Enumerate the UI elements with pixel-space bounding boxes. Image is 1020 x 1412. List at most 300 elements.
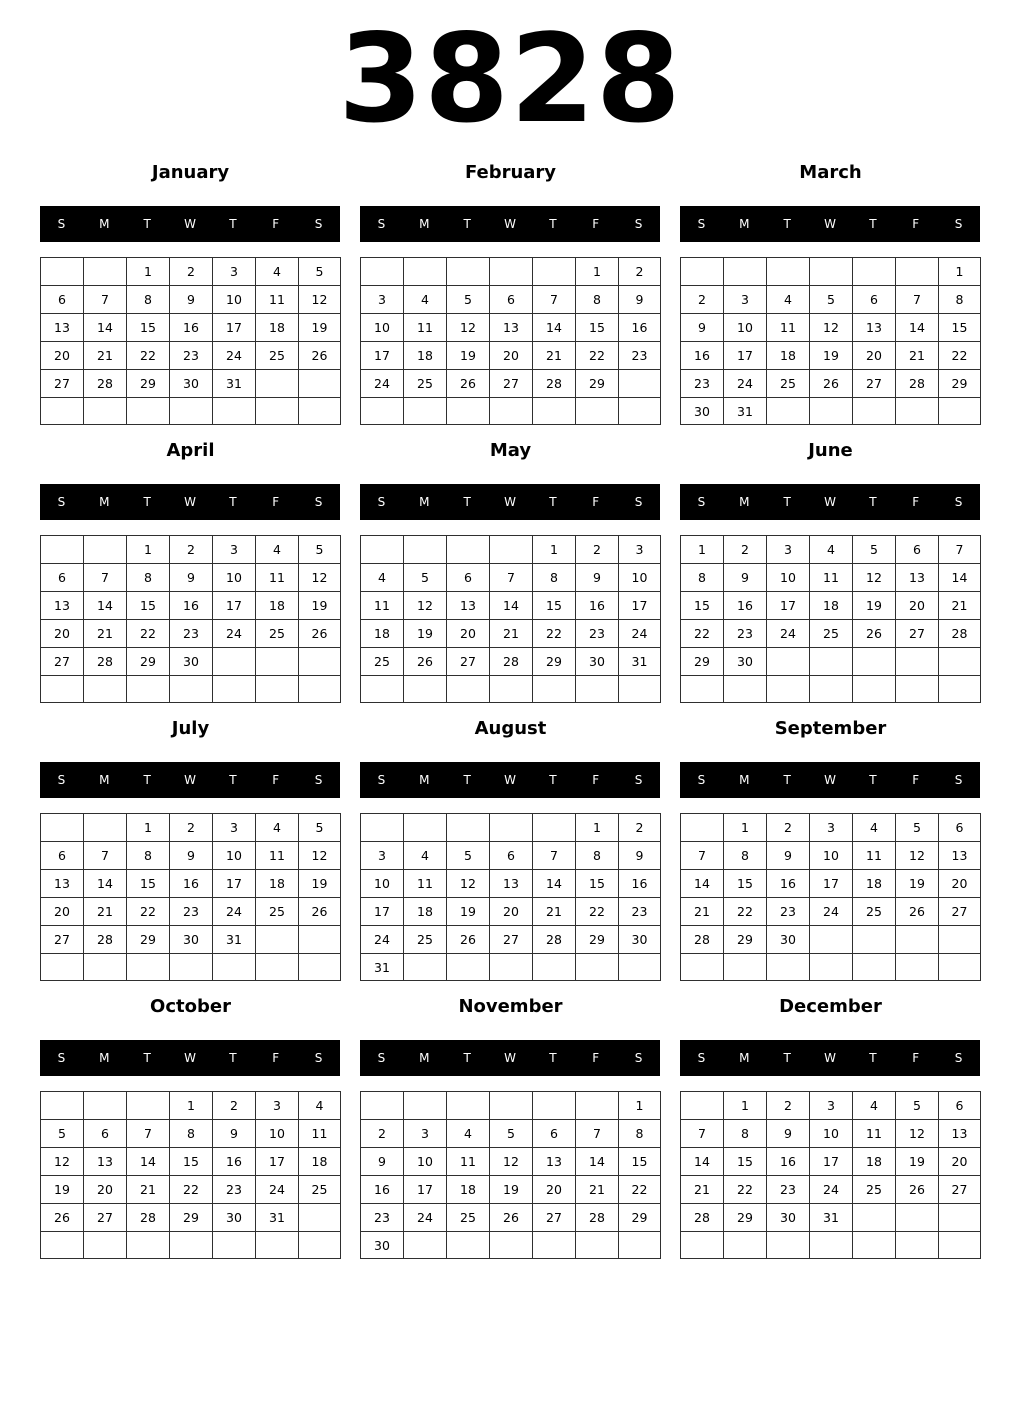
day-cell: 22: [126, 897, 170, 926]
empty-cell: [532, 813, 576, 842]
day-cell: 23: [618, 897, 661, 926]
day-cell: 18: [809, 591, 853, 620]
empty-cell: [255, 1231, 299, 1259]
day-cell: 13: [83, 1147, 127, 1176]
empty-cell: [852, 1203, 896, 1232]
day-cell: 21: [680, 1175, 724, 1204]
day-cell: 31: [255, 1203, 299, 1232]
day-cell: 29: [126, 925, 170, 954]
weekday-label: S: [377, 495, 386, 509]
day-cell: 7: [938, 535, 981, 564]
weekday-label: F: [592, 773, 600, 787]
day-cell: 15: [723, 1147, 767, 1176]
day-cell: 11: [852, 841, 896, 870]
empty-cell: [532, 257, 576, 286]
day-cell: 23: [212, 1175, 256, 1204]
weekday-label: T: [549, 773, 557, 787]
weekday-header: [40, 762, 340, 798]
empty-cell: [852, 257, 896, 286]
empty-cell: [575, 1091, 619, 1120]
day-cell: 16: [575, 591, 619, 620]
day-cell: 15: [532, 591, 576, 620]
weekday-label: S: [634, 773, 643, 787]
empty-cell: [403, 675, 447, 703]
day-cell: 13: [489, 313, 533, 342]
day-cell: 18: [360, 619, 404, 648]
day-cell: 11: [403, 313, 447, 342]
day-cell: 18: [298, 1147, 341, 1176]
weekday-label: T: [143, 773, 151, 787]
day-cell: 31: [212, 925, 256, 954]
day-cell: 20: [40, 619, 84, 648]
day-cell: 16: [766, 869, 810, 898]
day-cell: 20: [83, 1175, 127, 1204]
weekday-label: S: [377, 1051, 386, 1065]
day-cell: 11: [446, 1147, 490, 1176]
day-cell: 16: [169, 869, 213, 898]
weekday-header: [40, 1040, 340, 1076]
empty-cell: [938, 925, 981, 954]
weekday-label: W: [184, 1051, 196, 1065]
empty-cell: [895, 397, 939, 425]
day-cell: 14: [680, 1147, 724, 1176]
day-cell: 9: [169, 285, 213, 314]
empty-cell: [255, 675, 299, 703]
weekday-label: S: [954, 495, 963, 509]
weekday-header: [360, 762, 660, 798]
day-cell: 7: [489, 563, 533, 592]
weekday-label: T: [463, 773, 471, 787]
empty-cell: [618, 675, 661, 703]
weekday-label: S: [57, 773, 66, 787]
day-cell: 14: [83, 591, 127, 620]
day-cell: 21: [83, 619, 127, 648]
day-cell: 12: [852, 563, 896, 592]
day-cell: 16: [680, 341, 724, 370]
day-cell: 3: [255, 1091, 299, 1120]
empty-cell: [446, 397, 490, 425]
day-cell: 18: [255, 869, 299, 898]
day-cell: 9: [766, 841, 810, 870]
day-cell: 9: [575, 563, 619, 592]
day-grid: [360, 813, 661, 982]
day-cell: 21: [895, 341, 939, 370]
day-cell: 10: [618, 563, 661, 592]
weekday-label: T: [143, 495, 151, 509]
empty-cell: [852, 953, 896, 981]
day-cell: 21: [126, 1175, 170, 1204]
day-cell: 24: [255, 1175, 299, 1204]
weekday-label: M: [419, 1051, 430, 1065]
weekday-label: F: [592, 495, 600, 509]
day-cell: 20: [895, 591, 939, 620]
day-cell: 6: [852, 285, 896, 314]
day-cell: 19: [298, 313, 341, 342]
day-cell: 19: [40, 1175, 84, 1204]
day-cell: 5: [446, 285, 490, 314]
weekday-header: [680, 206, 980, 242]
day-cell: 29: [680, 647, 724, 676]
empty-cell: [40, 675, 84, 703]
day-cell: 8: [723, 1119, 767, 1148]
day-cell: 11: [255, 563, 299, 592]
day-cell: 23: [169, 619, 213, 648]
empty-cell: [360, 813, 404, 842]
day-cell: 24: [212, 341, 256, 370]
weekday-label: M: [99, 495, 110, 509]
day-cell: 30: [766, 925, 810, 954]
empty-cell: [212, 647, 256, 676]
day-cell: 29: [723, 1203, 767, 1232]
day-cell: 16: [766, 1147, 810, 1176]
empty-cell: [618, 369, 661, 398]
empty-cell: [403, 257, 447, 286]
day-cell: 19: [446, 341, 490, 370]
empty-cell: [723, 675, 767, 703]
weekday-label: M: [739, 773, 750, 787]
day-cell: 30: [723, 647, 767, 676]
day-cell: 23: [169, 341, 213, 370]
day-cell: 16: [618, 313, 661, 342]
day-cell: 14: [532, 869, 576, 898]
weekday-label: T: [869, 773, 877, 787]
weekday-label: F: [912, 773, 920, 787]
day-cell: 4: [255, 813, 299, 842]
month-name: March: [799, 162, 862, 183]
weekday-label: W: [824, 495, 836, 509]
day-cell: 3: [360, 285, 404, 314]
empty-cell: [895, 647, 939, 676]
day-cell: 15: [680, 591, 724, 620]
day-cell: 27: [895, 619, 939, 648]
weekday-label: T: [143, 217, 151, 231]
empty-cell: [489, 535, 533, 564]
weekday-label: S: [377, 217, 386, 231]
weekday-label: W: [504, 217, 516, 231]
empty-cell: [40, 1091, 84, 1120]
day-cell: 13: [938, 1119, 981, 1148]
day-cell: 5: [446, 841, 490, 870]
day-cell: 26: [298, 619, 341, 648]
day-cell: 16: [212, 1147, 256, 1176]
weekday-label: S: [697, 773, 706, 787]
day-cell: 23: [680, 369, 724, 398]
day-cell: 27: [83, 1203, 127, 1232]
empty-cell: [40, 257, 84, 286]
day-cell: 22: [723, 897, 767, 926]
day-cell: 17: [212, 869, 256, 898]
day-cell: 13: [40, 313, 84, 342]
day-cell: 25: [255, 341, 299, 370]
day-cell: 5: [298, 535, 341, 564]
weekday-label: S: [697, 1051, 706, 1065]
empty-cell: [680, 1231, 724, 1259]
day-cell: 15: [126, 869, 170, 898]
day-cell: 20: [40, 897, 84, 926]
weekday-label: T: [783, 217, 791, 231]
day-cell: 20: [40, 341, 84, 370]
weekday-label: M: [99, 1051, 110, 1065]
day-cell: 26: [809, 369, 853, 398]
day-cell: 24: [766, 619, 810, 648]
empty-cell: [852, 1231, 896, 1259]
weekday-label: S: [314, 773, 323, 787]
month-name: April: [166, 440, 215, 461]
weekday-label: W: [184, 495, 196, 509]
day-cell: 17: [618, 591, 661, 620]
empty-cell: [766, 953, 810, 981]
weekday-label: T: [463, 1051, 471, 1065]
empty-cell: [360, 1091, 404, 1120]
empty-cell: [298, 675, 341, 703]
day-cell: 31: [723, 397, 767, 425]
empty-cell: [169, 1231, 213, 1259]
weekday-label: T: [229, 773, 237, 787]
day-cell: 28: [895, 369, 939, 398]
empty-cell: [298, 647, 341, 676]
empty-cell: [489, 1231, 533, 1259]
empty-cell: [83, 953, 127, 981]
weekday-label: W: [824, 217, 836, 231]
day-cell: 2: [766, 1091, 810, 1120]
day-cell: 9: [360, 1147, 404, 1176]
day-cell: 5: [403, 563, 447, 592]
empty-cell: [360, 397, 404, 425]
weekday-label: W: [184, 773, 196, 787]
day-cell: 24: [809, 1175, 853, 1204]
day-cell: 21: [83, 897, 127, 926]
day-cell: 20: [489, 897, 533, 926]
empty-cell: [403, 397, 447, 425]
day-cell: 7: [532, 285, 576, 314]
month-name: January: [151, 162, 230, 183]
empty-cell: [360, 535, 404, 564]
day-cell: 12: [403, 591, 447, 620]
weekday-label: S: [314, 1051, 323, 1065]
day-cell: 1: [680, 535, 724, 564]
day-cell: 11: [360, 591, 404, 620]
day-cell: 12: [895, 1119, 939, 1148]
day-cell: 18: [255, 591, 299, 620]
empty-cell: [40, 1231, 84, 1259]
day-cell: 2: [360, 1119, 404, 1148]
day-cell: 6: [40, 563, 84, 592]
day-cell: 5: [40, 1119, 84, 1148]
day-cell: 8: [169, 1119, 213, 1148]
day-cell: 10: [212, 841, 256, 870]
empty-cell: [852, 647, 896, 676]
day-cell: 25: [852, 897, 896, 926]
day-cell: 14: [126, 1147, 170, 1176]
day-cell: 20: [489, 341, 533, 370]
empty-cell: [212, 675, 256, 703]
day-cell: 16: [723, 591, 767, 620]
day-cell: 16: [169, 591, 213, 620]
month-name: November: [458, 996, 563, 1017]
empty-cell: [575, 397, 619, 425]
weekday-label: S: [634, 495, 643, 509]
day-cell: 15: [575, 313, 619, 342]
day-cell: 15: [723, 869, 767, 898]
empty-cell: [126, 397, 170, 425]
empty-cell: [852, 675, 896, 703]
day-cell: 31: [212, 369, 256, 398]
day-cell: 30: [766, 1203, 810, 1232]
day-cell: 8: [126, 563, 170, 592]
day-cell: 11: [298, 1119, 341, 1148]
day-cell: 25: [766, 369, 810, 398]
day-cell: 26: [446, 369, 490, 398]
empty-cell: [83, 397, 127, 425]
day-cell: 30: [680, 397, 724, 425]
empty-cell: [40, 397, 84, 425]
day-cell: 28: [532, 925, 576, 954]
day-cell: 13: [938, 841, 981, 870]
day-cell: 15: [938, 313, 981, 342]
day-cell: 12: [809, 313, 853, 342]
day-cell: 15: [575, 869, 619, 898]
day-cell: 28: [938, 619, 981, 648]
day-cell: 20: [852, 341, 896, 370]
empty-cell: [489, 675, 533, 703]
day-cell: 14: [83, 313, 127, 342]
day-cell: 17: [212, 591, 256, 620]
day-cell: 12: [298, 841, 341, 870]
day-cell: 1: [938, 257, 981, 286]
weekday-label: F: [272, 1051, 280, 1065]
weekday-label: M: [99, 773, 110, 787]
day-cell: 18: [403, 341, 447, 370]
weekday-label: M: [419, 217, 430, 231]
weekday-label: S: [697, 217, 706, 231]
empty-cell: [298, 925, 341, 954]
day-cell: 8: [938, 285, 981, 314]
weekday-label: S: [634, 217, 643, 231]
weekday-label: S: [697, 495, 706, 509]
year-title: 3828: [338, 8, 682, 150]
day-cell: 13: [40, 591, 84, 620]
day-grid: [40, 535, 341, 704]
day-cell: 1: [723, 813, 767, 842]
empty-cell: [403, 813, 447, 842]
day-cell: 12: [489, 1147, 533, 1176]
empty-cell: [126, 675, 170, 703]
empty-cell: [446, 813, 490, 842]
day-cell: 4: [809, 535, 853, 564]
day-cell: 1: [723, 1091, 767, 1120]
day-cell: 20: [938, 1147, 981, 1176]
month-name: May: [489, 440, 532, 461]
day-cell: 21: [680, 897, 724, 926]
day-cell: 9: [212, 1119, 256, 1148]
empty-cell: [255, 647, 299, 676]
empty-cell: [255, 925, 299, 954]
day-cell: 2: [618, 257, 661, 286]
day-cell: 10: [809, 841, 853, 870]
month-name: December: [779, 996, 882, 1017]
day-cell: 9: [618, 285, 661, 314]
empty-cell: [446, 1091, 490, 1120]
day-cell: 20: [532, 1175, 576, 1204]
day-cell: 15: [618, 1147, 661, 1176]
day-cell: 24: [618, 619, 661, 648]
empty-cell: [575, 1231, 619, 1259]
day-cell: 1: [126, 535, 170, 564]
day-cell: 27: [40, 369, 84, 398]
day-cell: 19: [446, 897, 490, 926]
day-cell: 6: [446, 563, 490, 592]
day-cell: 16: [169, 313, 213, 342]
empty-cell: [212, 397, 256, 425]
day-cell: 30: [212, 1203, 256, 1232]
day-cell: 14: [895, 313, 939, 342]
day-cell: 7: [83, 841, 127, 870]
day-cell: 21: [83, 341, 127, 370]
weekday-label: T: [229, 495, 237, 509]
day-cell: 10: [723, 313, 767, 342]
empty-cell: [766, 257, 810, 286]
empty-cell: [938, 953, 981, 981]
month-name: September: [774, 718, 887, 739]
empty-cell: [446, 675, 490, 703]
day-cell: 27: [40, 647, 84, 676]
empty-cell: [298, 397, 341, 425]
empty-cell: [766, 397, 810, 425]
weekday-label: F: [272, 773, 280, 787]
day-cell: 14: [532, 313, 576, 342]
day-cell: 5: [809, 285, 853, 314]
day-cell: 23: [360, 1203, 404, 1232]
day-cell: 18: [852, 869, 896, 898]
day-cell: 4: [298, 1091, 341, 1120]
day-cell: 25: [255, 897, 299, 926]
day-cell: 6: [40, 841, 84, 870]
empty-cell: [766, 1231, 810, 1259]
day-cell: 11: [809, 563, 853, 592]
day-cell: 2: [723, 535, 767, 564]
weekday-label: W: [824, 1051, 836, 1065]
day-cell: 28: [680, 925, 724, 954]
day-cell: 7: [126, 1119, 170, 1148]
empty-cell: [298, 1231, 341, 1259]
day-cell: 14: [680, 869, 724, 898]
empty-cell: [255, 953, 299, 981]
day-cell: 4: [255, 257, 299, 286]
empty-cell: [680, 953, 724, 981]
day-cell: 9: [618, 841, 661, 870]
day-grid: [680, 535, 981, 704]
weekday-label: W: [504, 495, 516, 509]
day-cell: 3: [809, 813, 853, 842]
empty-cell: [40, 953, 84, 981]
day-cell: 25: [403, 925, 447, 954]
weekday-label: S: [314, 495, 323, 509]
day-cell: 26: [895, 1175, 939, 1204]
day-cell: 7: [532, 841, 576, 870]
empty-cell: [298, 953, 341, 981]
day-cell: 3: [403, 1119, 447, 1148]
weekday-header: [680, 1040, 980, 1076]
day-cell: 10: [212, 285, 256, 314]
empty-cell: [938, 647, 981, 676]
day-grid: [680, 257, 981, 426]
day-cell: 23: [575, 619, 619, 648]
day-cell: 5: [895, 1091, 939, 1120]
day-cell: 29: [723, 925, 767, 954]
day-cell: 10: [360, 313, 404, 342]
day-cell: 14: [83, 869, 127, 898]
day-cell: 1: [126, 813, 170, 842]
